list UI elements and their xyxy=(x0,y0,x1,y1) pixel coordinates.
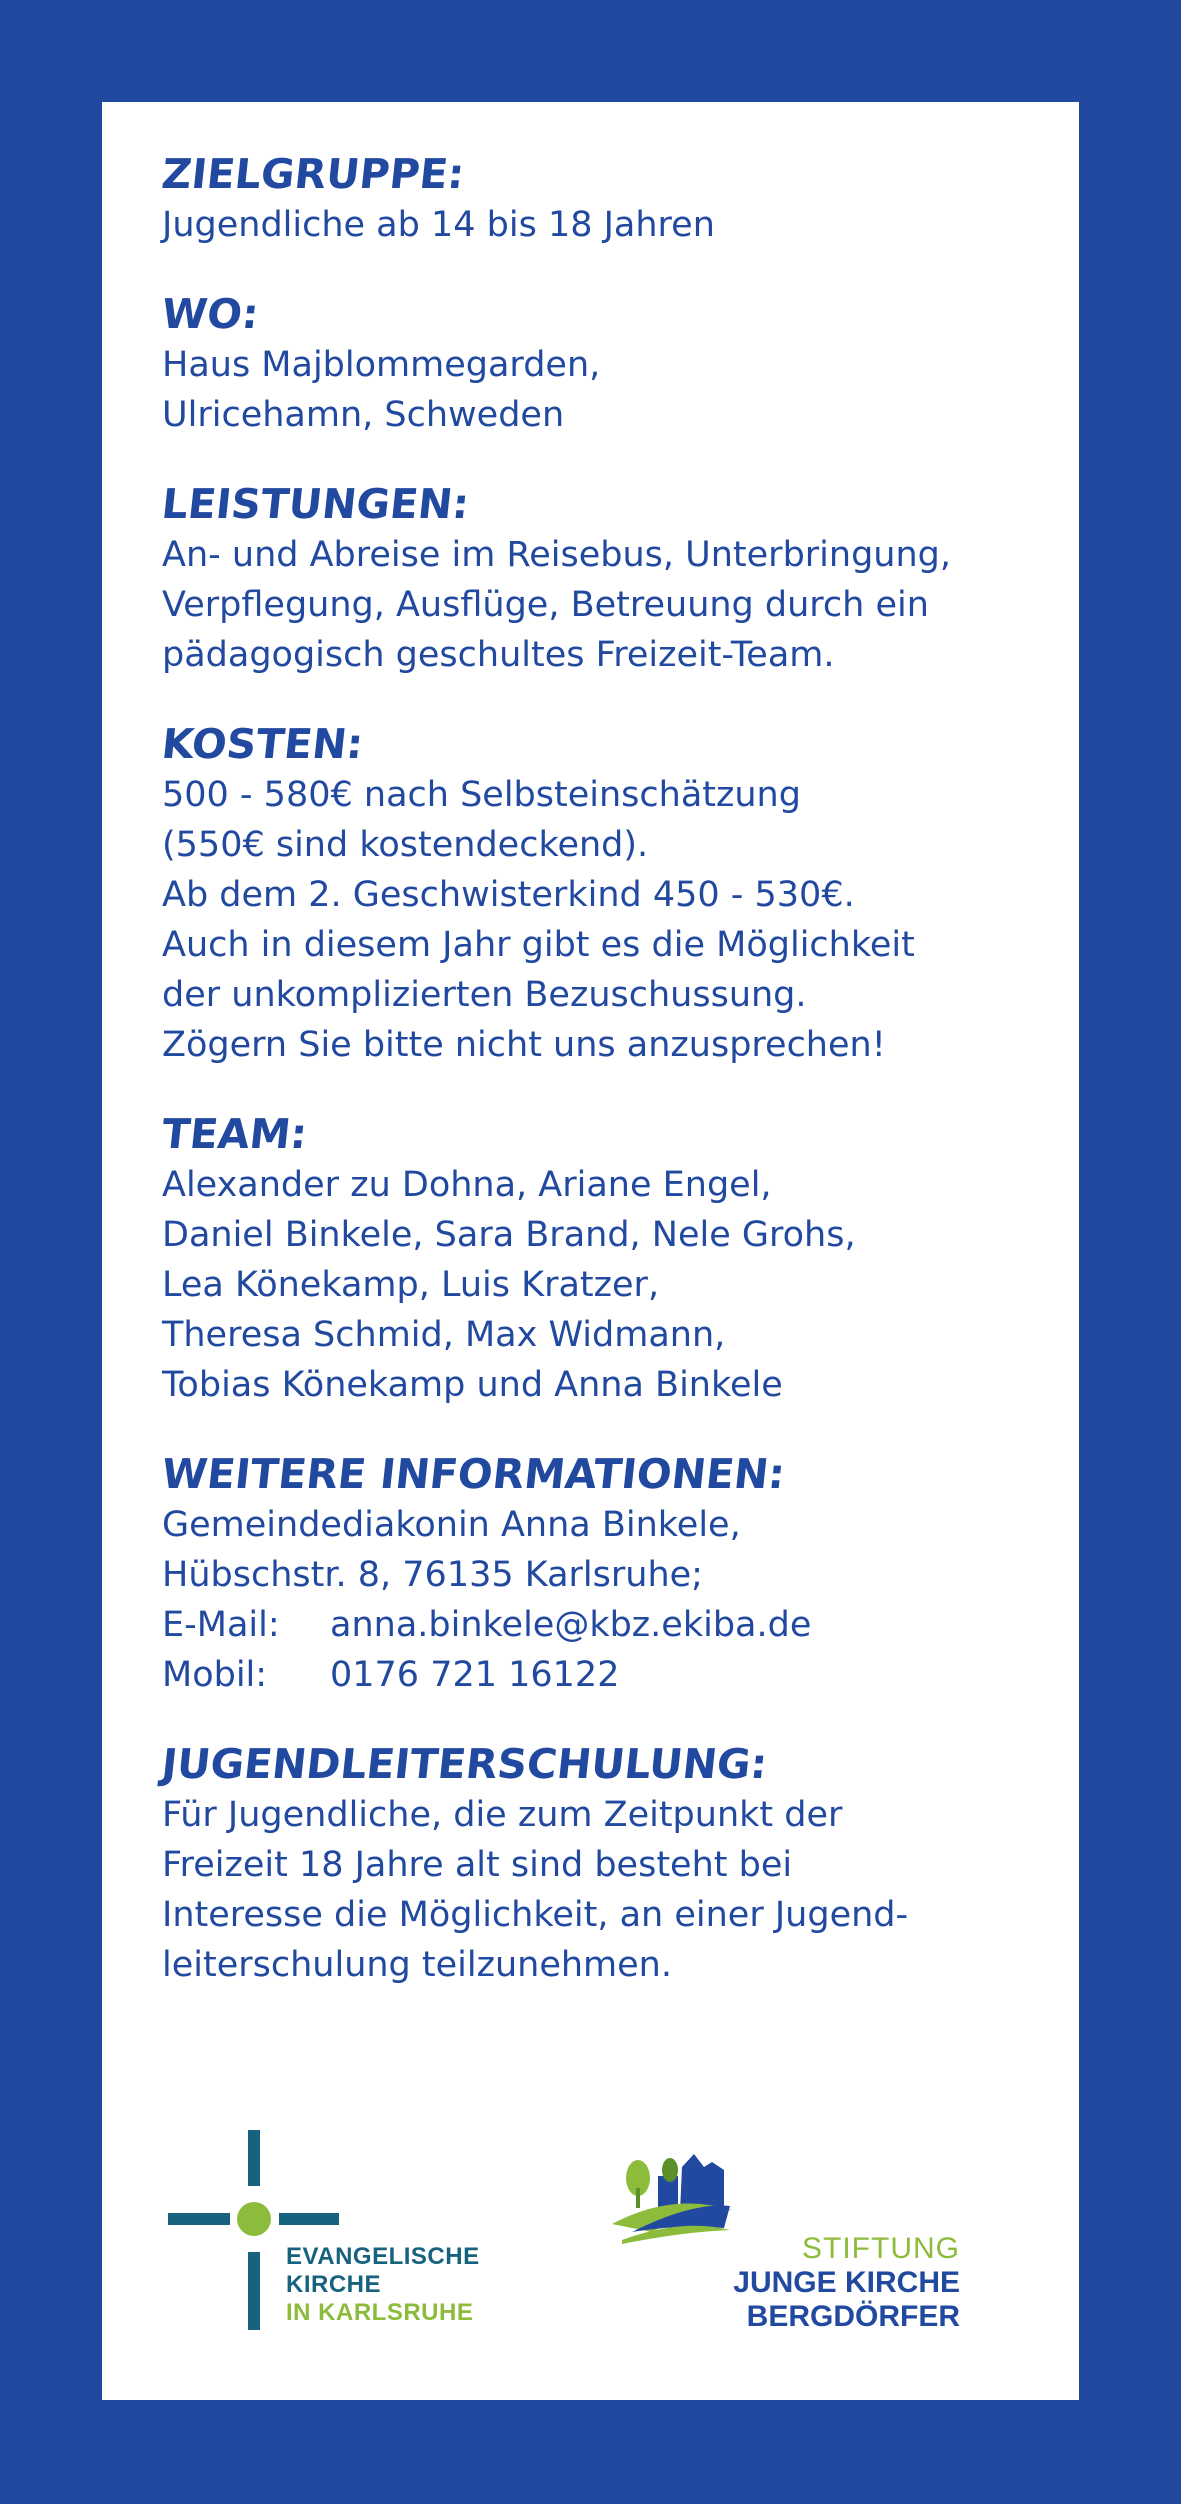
tree-trunk xyxy=(636,2188,640,2208)
text-line: Interesse die Möglichkeit, an einer Jugend- xyxy=(162,1895,909,1935)
text-line: Für Jugendliche, die zum Zeitpunkt der xyxy=(162,1795,843,1835)
info-content xyxy=(159,148,1042,2028)
mobil-row xyxy=(162,1650,1042,1700)
heading-wo: WO: xyxy=(159,290,262,338)
section-kosten xyxy=(159,718,1042,1070)
text-line: Jugendliche ab 14 bis 18 Jahren xyxy=(162,205,715,245)
cross-bar-right xyxy=(279,2213,339,2225)
text-line: Daniel Binkele, Sara Brand, Nele Grohs, xyxy=(162,1215,856,1255)
email-link[interactable]: anna.binkele@kbz.ekiba.de xyxy=(330,1605,812,1645)
cross-center-dot xyxy=(237,2202,271,2236)
info-card xyxy=(102,102,1079,2400)
text-line: Hübschstr. 8, 76135 Karlsruhe; xyxy=(162,1555,703,1595)
stiftung-line-3: BERGDÖRFER xyxy=(746,2300,960,2333)
text-line: Haus Majblommegarden, xyxy=(162,345,601,385)
text-line: pädagogisch geschultes Freizeit-Team. xyxy=(162,635,835,675)
text-line: (550€ sind kostendeckend). xyxy=(162,825,649,865)
ek-line-1: EVANGELISCHE xyxy=(286,2243,480,2270)
text-line: Auch in diesem Jahr gibt es die Möglichkeit xyxy=(162,925,915,965)
text-line: Lea Könekamp, Luis Kratzer, xyxy=(162,1265,660,1305)
text-line: Zögern Sie bitte nicht uns anzusprechen! xyxy=(162,1025,886,1065)
text-line: Alexander zu Dohna, Ariane Engel, xyxy=(162,1165,772,1205)
text-line: der unkomplizierten Bezuschussung. xyxy=(162,975,807,1015)
section-leistungen xyxy=(159,478,1042,680)
logo-row xyxy=(102,2112,1079,2372)
heading-jugendleiterschulung: JUGENDLEITERSCHULUNG: xyxy=(159,1740,770,1788)
email-row xyxy=(162,1600,1042,1650)
text-line: 500 - 580€ nach Selbsteinschätzung xyxy=(162,775,801,815)
heading-kosten: KOSTEN: xyxy=(159,720,366,768)
cross-bar-top xyxy=(248,2130,260,2186)
tree-right xyxy=(662,2158,678,2182)
section-zielgruppe xyxy=(159,148,1042,250)
ek-logo-text xyxy=(286,2243,480,2327)
text-line: Tobias Könekamp und Anna Binkele xyxy=(162,1365,783,1405)
ek-line-2: KIRCHE xyxy=(286,2271,382,2298)
cross-bar-bottom xyxy=(248,2252,260,2330)
text-line: Theresa Schmid, Max Widmann, xyxy=(162,1315,726,1355)
section-team xyxy=(159,1108,1042,1410)
section-jugendleiterschulung xyxy=(159,1738,1042,1990)
ek-line-3: IN KARLSRUHE xyxy=(286,2299,474,2326)
text-line: Gemeindediakonin Anna Binkele, xyxy=(162,1505,741,1545)
section-wo xyxy=(159,288,1042,440)
stiftung-line-2: JUNGE KIRCHE xyxy=(733,2266,960,2299)
text-line: Freizeit 18 Jahre alt sind besteht bei xyxy=(162,1845,793,1885)
stiftung-logo-text xyxy=(733,2232,960,2334)
ek-karlsruhe-logo xyxy=(164,2130,484,2360)
mobil-number[interactable]: 0176 721 16122 xyxy=(330,1655,620,1695)
text-line: leiterschulung teilzunehmen. xyxy=(162,1945,672,1985)
heading-zielgruppe: ZIELGRUPPE: xyxy=(159,150,467,198)
email-label: E-Mail: xyxy=(162,1605,280,1645)
text-line: Verpflegung, Ausflüge, Betreuung durch ein xyxy=(162,585,929,625)
text-line: Ab dem 2. Geschwisterkind 450 - 530€. xyxy=(162,875,855,915)
mobil-label: Mobil: xyxy=(162,1655,268,1695)
heading-leistungen: LEISTUNGEN: xyxy=(159,480,472,528)
heading-team: TEAM: xyxy=(159,1110,310,1158)
heading-weitere-informationen: WEITERE INFORMATIONEN: xyxy=(159,1450,788,1498)
stiftung-logo xyxy=(612,2132,972,2352)
church-shape xyxy=(680,2154,724,2212)
text-line: Ulricehamn, Schweden xyxy=(162,395,565,435)
text-line: An- und Abreise im Reisebus, Unterbringung, xyxy=(162,535,952,575)
stiftung-line-1: STIFTUNG xyxy=(802,2232,960,2265)
cross-bar-left xyxy=(168,2213,230,2225)
section-weitere-informationen xyxy=(159,1448,1042,1700)
